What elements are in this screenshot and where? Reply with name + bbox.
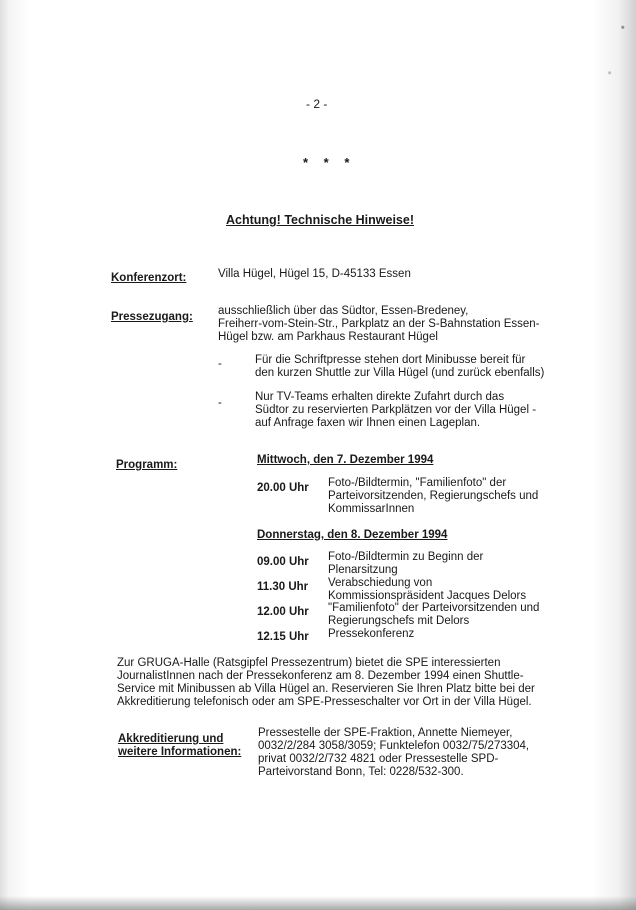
programm-label: Programm: [116, 459, 178, 471]
bullet-dash: - [218, 358, 222, 370]
konferenzort-value: Villa Hügel, Hügel 15, D-45133 Essen [218, 268, 411, 280]
event-time: 20.00 Uhr [257, 482, 309, 494]
event-desc-line: Foto-/Bildtermin, "Familienfoto" der [328, 477, 507, 489]
page-number: - 2 - [306, 97, 328, 111]
event-time: 12.15 Uhr [257, 631, 309, 643]
event-desc-line: Regierungschefs mit Delors [328, 615, 470, 627]
text-line: Pressestelle der SPE-Fraktion, Annette Niemeyer, [258, 727, 513, 739]
day-title-wednesday: Mittwoch, den 7. Dezember 1994 [257, 454, 434, 466]
bullet-dash: - [218, 397, 222, 409]
scan-edge-right [592, 0, 636, 910]
event-desc-line: KommissarInnen [328, 503, 415, 515]
event-time: 11.30 Uhr [257, 581, 309, 593]
text-line: den kurzen Shuttle zur Villa Hügel (und zurück ebenfalls) [255, 367, 545, 379]
text-line: Service mit Minibussen ab Villa Hügel an. Reservieren Sie Ihren Platz bitte bei der [117, 683, 535, 695]
event-desc-line: Pressekonferenz [328, 628, 415, 640]
event-time: 12.00 Uhr [257, 606, 309, 618]
label-line: Akkreditierung und [118, 733, 224, 745]
section-separator: * * * [303, 155, 356, 170]
text-line: Südtor zu reservierten Parkplätzen vor der Villa Hügel - [255, 404, 537, 416]
text-line: privat 0032/2/732 4821 oder Pressestelle SPD- [258, 753, 499, 765]
text-line: auf Anfrage faxen wir Ihnen einen Lageplan. [255, 417, 481, 429]
konferenzort-label: Konferenzort: [111, 272, 187, 284]
event-desc-line: Verabschiedung von [328, 577, 433, 589]
label-line: weitere Informationen: [118, 746, 242, 758]
text-line: Akkreditierung telefonisch oder am SPE-Presseschalter vor Ort in der Villa Hügel. [117, 696, 532, 708]
text-line: Nur TV-Teams erhalten direkte Zufahrt durch das [255, 391, 505, 403]
scan-edge-left [0, 0, 30, 910]
text-line: Zur GRUGA-Halle (Ratsgipfel Pressezentrum) bietet die SPE interessierten [117, 657, 501, 669]
text-line: Für die Schriftpresse stehen dort Minibusse bereit für [255, 354, 526, 366]
event-desc-line: Parteivorsitzenden, Regierungschefs und [328, 490, 539, 502]
event-time: 09.00 Uhr [257, 556, 309, 568]
event-desc-line: "Familienfoto" der Parteivorsitzenden und [328, 602, 540, 614]
text-line: Hügel bzw. am Parkhaus Restaurant Hügel [218, 331, 438, 343]
pressezugang-label: Pressezugang: [111, 311, 193, 323]
text-line: Freiherr-vom-Stein-Str., Parkplatz an der S-Bahnstation Essen- [218, 318, 540, 330]
event-desc-line: Foto-/Bildtermin zu Beginn der [328, 551, 484, 563]
text-line: ausschließlich über das Südtor, Essen-Bredeney, [218, 305, 469, 317]
scan-edge-bottom [0, 896, 636, 910]
event-desc-line: Plenarsitzung [328, 564, 398, 576]
page-title: Achtung! Technische Hinweise! [226, 213, 414, 227]
text-line: 0032/2/284 3058/3059; Funktelefon 0032/75/273304, [258, 740, 530, 752]
text-line: JournalistInnen nach der Pressekonferenz am 8. Dezember 1994 einen Shuttle- [117, 670, 524, 682]
event-desc-line: Kommissionspräsident Jacques Delors [328, 590, 527, 602]
day-title-thursday: Donnerstag, den 8. Dezember 1994 [257, 529, 448, 541]
text-line: Parteivorstand Bonn, Tel: 0228/532-300. [258, 766, 464, 778]
